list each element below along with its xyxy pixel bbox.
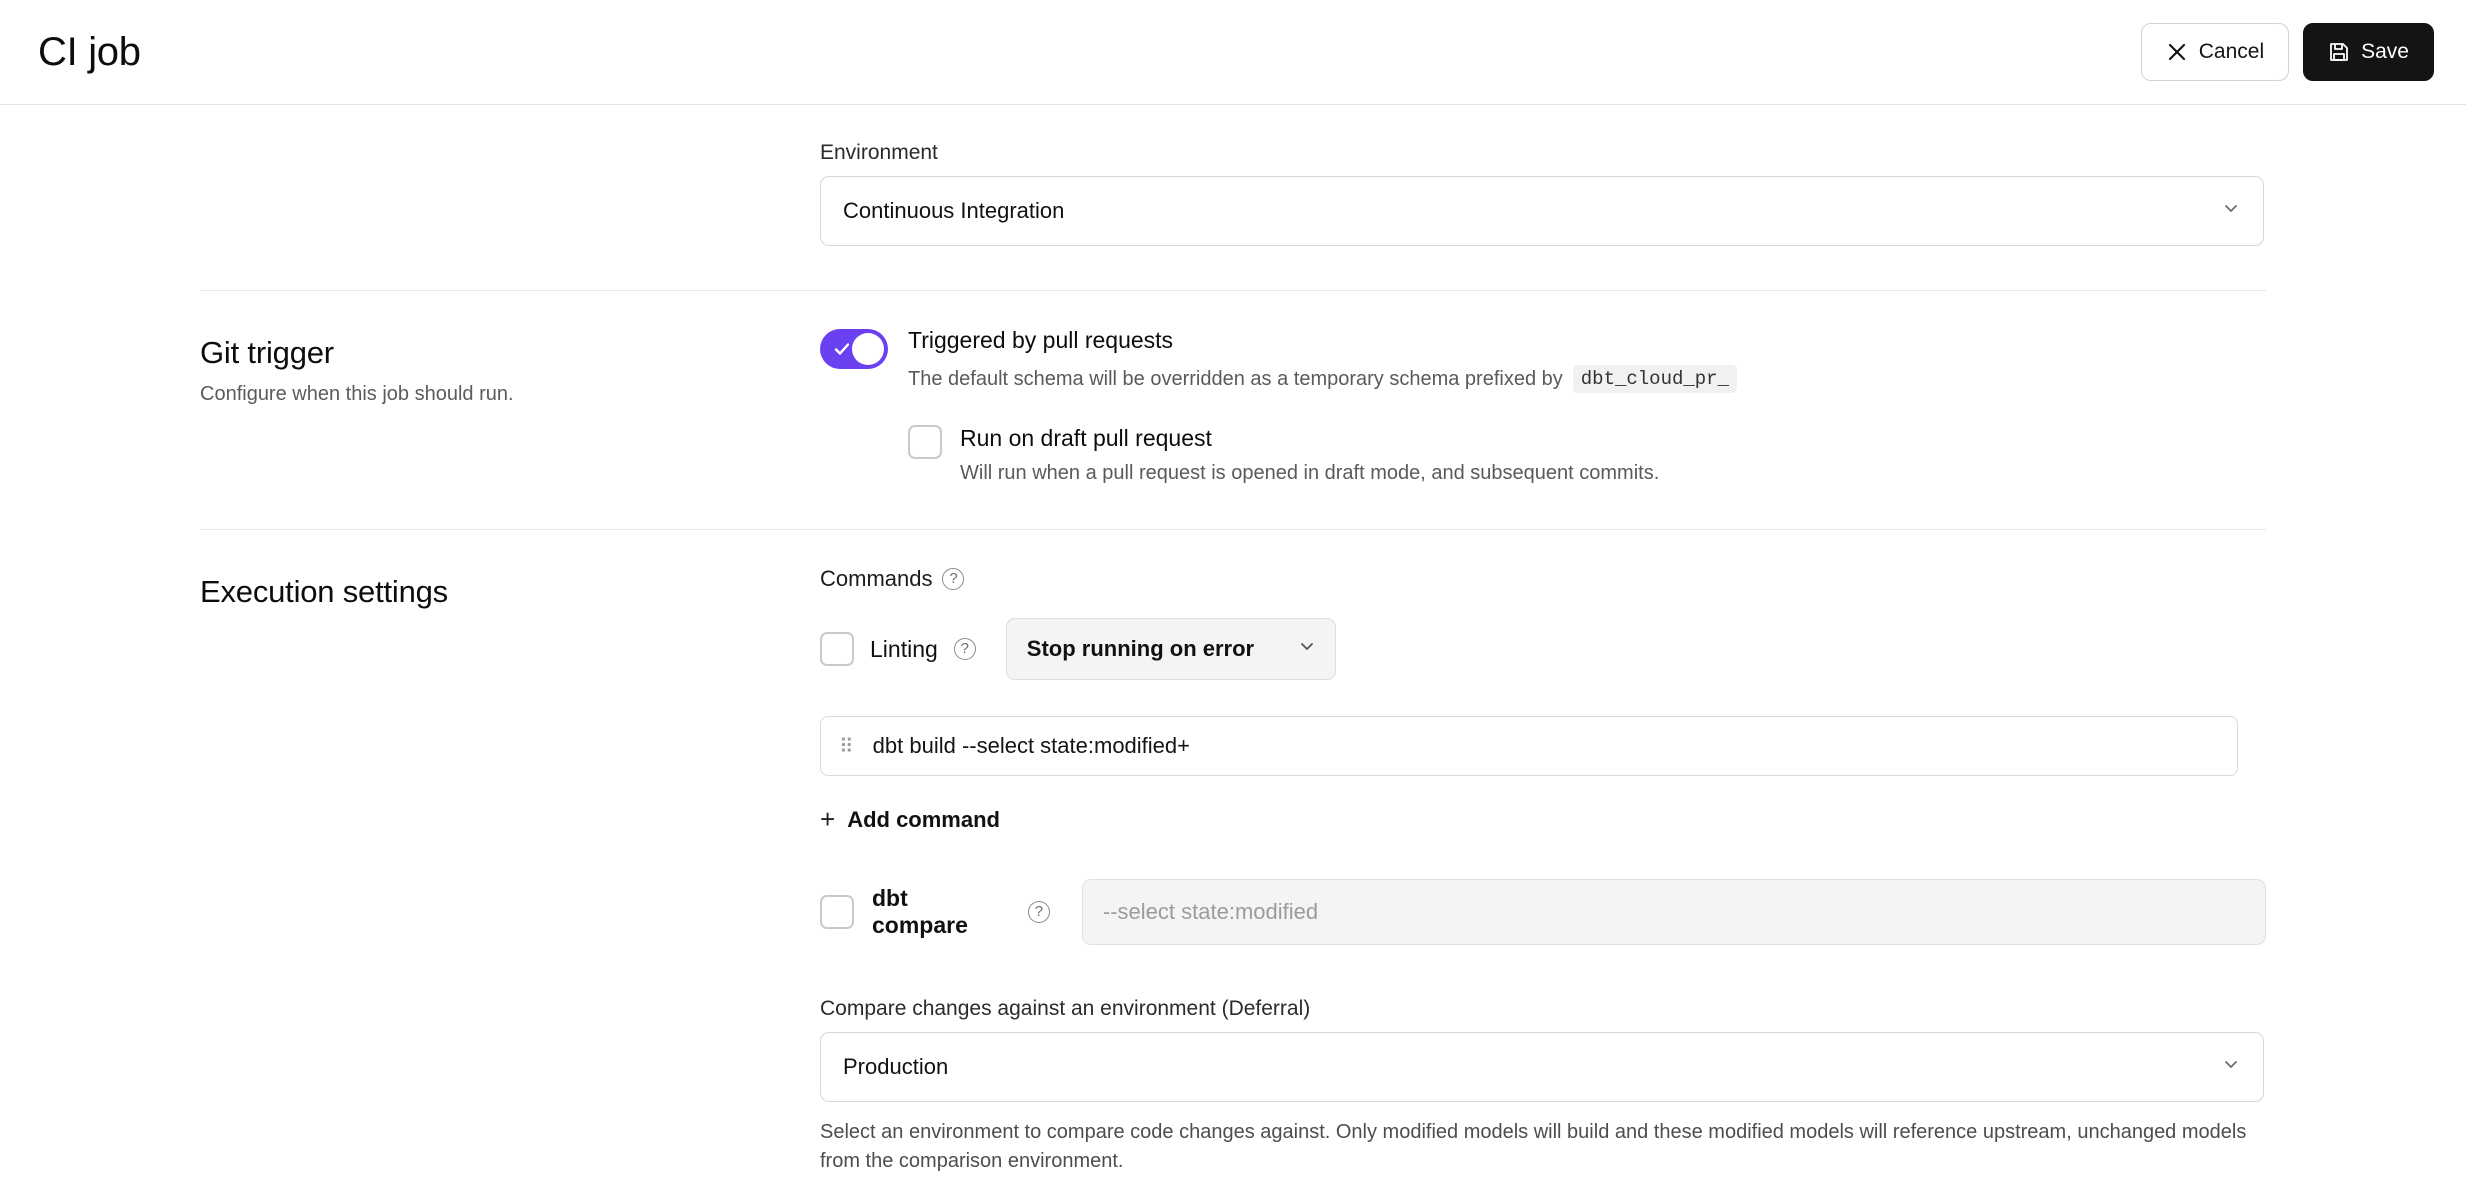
- environment-select-value: Continuous Integration: [843, 198, 1065, 223]
- deferral-section: [820, 997, 2266, 1176]
- dbt-compare-checkbox[interactable]: [820, 895, 854, 929]
- deferral-note: Select an environment to compare code changes against. Only modified models will build and these modified models will reference upstream, unchanged models from the comparison environment.: [820, 1121, 2247, 1172]
- run-on-draft-pull-request-checkbox[interactable]: [908, 425, 942, 459]
- linting-label: Linting: [870, 635, 938, 662]
- chevron-down-icon: [2221, 1054, 2241, 1080]
- deferral-select[interactable]: [820, 1032, 2264, 1102]
- triggered-by-pull-requests-label: Triggered by pull requests: [908, 327, 1174, 353]
- save-button-label: Save: [2361, 40, 2409, 63]
- add-command-button[interactable]: [820, 804, 1000, 835]
- floppy-disk-icon: [2328, 41, 2350, 63]
- execution-settings-row-left: [200, 530, 820, 1194]
- environment-select[interactable]: [820, 176, 2264, 246]
- environment-row-right: [820, 105, 2266, 290]
- deferral-select-value: Production: [843, 1054, 949, 1079]
- git-trigger-row-left: [200, 291, 820, 529]
- pull-request-toggle-text: [908, 327, 1737, 485]
- linting-help-icon[interactable]: ?: [954, 638, 976, 660]
- git-trigger-row: [200, 291, 2266, 530]
- environment-row: [200, 105, 2266, 291]
- run-on-draft-pull-request-label: Run on draft pull request: [960, 425, 1212, 451]
- execution-settings-title: Execution settings: [200, 574, 448, 609]
- dbt-compare-row: [820, 879, 2266, 945]
- environment-label: Environment: [820, 141, 938, 164]
- environment-row-left: [200, 105, 820, 290]
- dbt-compare-input[interactable]: [1082, 879, 2266, 945]
- dbt-compare-label: dbt compare: [872, 885, 968, 938]
- check-icon: [833, 340, 851, 363]
- cancel-button[interactable]: [2141, 23, 2289, 81]
- plus-icon: +: [820, 804, 836, 834]
- linting-mode-select[interactable]: [1006, 618, 1336, 680]
- save-button[interactable]: [2303, 23, 2434, 81]
- pull-request-toggle-row: [820, 327, 2266, 485]
- page-title: CI job: [38, 29, 141, 74]
- commands-header: [820, 566, 2266, 592]
- chevron-down-icon: [2221, 198, 2241, 224]
- pull-request-help-text: The default schema will be overridden as a temporary schema prefixed by: [908, 367, 1563, 390]
- commands-label: Commands: [820, 566, 933, 591]
- header-actions: [2141, 23, 2434, 81]
- draft-pull-request-row: [908, 425, 1737, 485]
- git-trigger-row-right: [820, 291, 2266, 529]
- add-command-label: Add command: [847, 806, 1000, 832]
- run-on-draft-pull-request-help: Will run when a pull request is opened in draft mode, and subsequent commits.: [960, 462, 1660, 484]
- dbt-compare-help-icon[interactable]: ?: [1028, 901, 1050, 923]
- linting-row: [820, 618, 2266, 680]
- schema-prefix-code: dbt_cloud_pr_: [1573, 365, 1737, 393]
- deferral-label: Compare changes against an environment (Deferral): [820, 997, 1311, 1020]
- linting-checkbox[interactable]: [820, 632, 854, 666]
- git-trigger-title: Git trigger: [200, 335, 334, 370]
- linting-mode-value: Stop running on error: [1026, 636, 1255, 661]
- help-icon[interactable]: ?: [942, 568, 964, 590]
- chevron-down-icon: [1297, 636, 1317, 662]
- execution-settings-row-right: [820, 530, 2266, 1194]
- pull-request-help: [908, 365, 1737, 393]
- drag-handle-icon[interactable]: ⠿: [839, 735, 855, 758]
- command-input-value: dbt build --select state:modified+: [872, 733, 1190, 758]
- draft-pull-request-text: [960, 425, 1659, 485]
- close-icon: [2166, 41, 2188, 63]
- command-input-row[interactable]: [820, 716, 2238, 776]
- triggered-by-pull-requests-toggle[interactable]: [820, 329, 888, 369]
- toggle-knob: [852, 333, 884, 365]
- git-trigger-subtitle: Configure when this job should run.: [200, 383, 514, 405]
- execution-settings-row: [200, 530, 2266, 1194]
- app-header: [0, 0, 2466, 105]
- dbt-compare-placeholder: --select state:modified: [1102, 899, 1319, 924]
- cancel-button-label: Cancel: [2198, 40, 2265, 63]
- job-settings-form: [0, 105, 2466, 1194]
